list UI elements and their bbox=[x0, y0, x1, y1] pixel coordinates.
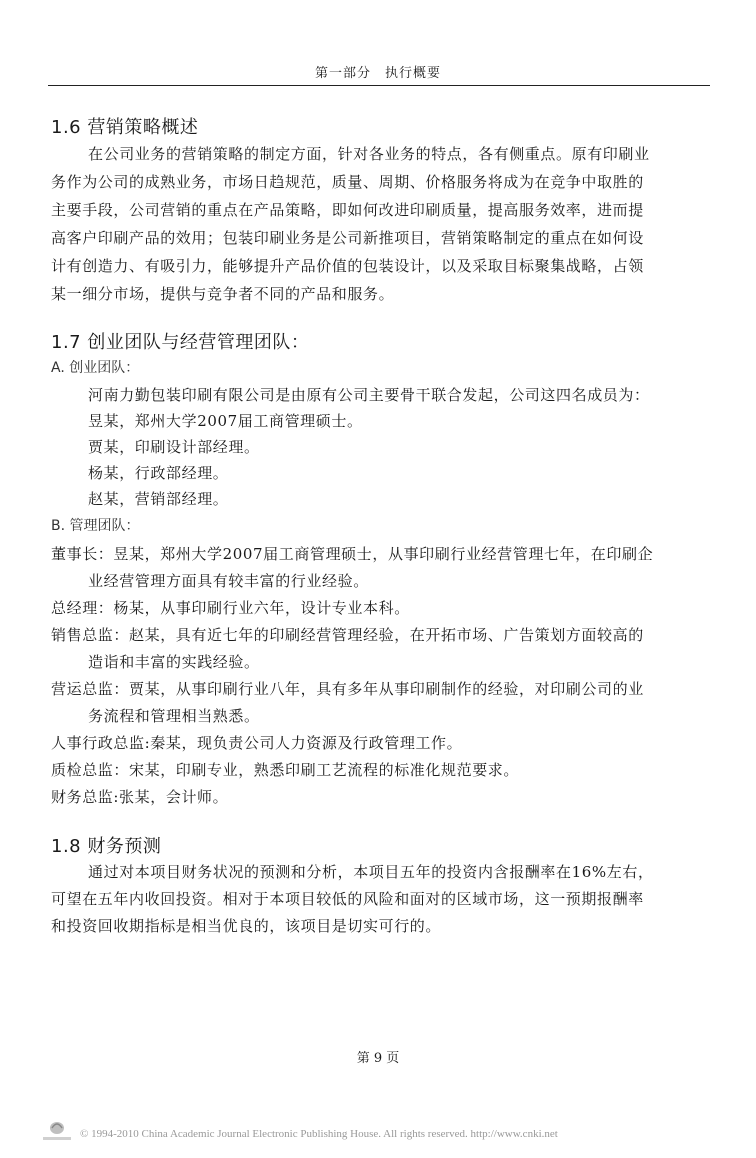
team-member: 贾某，印刷设计部经理。 bbox=[88, 438, 260, 456]
paragraph-line: 总经理：杨某，从事印刷行业六年，设计专业本科。 bbox=[51, 599, 410, 617]
paragraph-line: 财务总监:张某，会计师。 bbox=[51, 788, 229, 806]
subheading-founding-team: A. 创业团队： bbox=[51, 360, 140, 376]
paragraph-line: 计有创造力、有吸引力，能够提升产品价值的包装设计，以及采取目标聚集战略，占领 bbox=[51, 257, 644, 275]
section-heading-1-7: 1.7 创业团队与经营管理团队： bbox=[51, 332, 310, 353]
paragraph-line: 和投资回收期指标是相当优良的，该项目是切实可行的。 bbox=[51, 917, 442, 935]
page-number: 第 9 页 bbox=[356, 1051, 400, 1066]
paragraph-line: 通过对本项目财务状况的预测和分析，本项目五年的投资内含报酬率在16%左右， bbox=[88, 863, 654, 881]
team-member: 昱某，郑州大学2007届工商管理硕士。 bbox=[88, 412, 363, 430]
paragraph-line: 业经营管理方面具有较丰富的行业经验。 bbox=[88, 572, 369, 590]
paragraph-line: 人事行政总监:秦某，现负责公司人力资源及行政管理工作。 bbox=[51, 734, 463, 752]
paragraph-line: 营运总监：贾某，从事印刷行业八年，具有多年从事印刷制作的经验，对印刷公司的业 bbox=[51, 680, 644, 698]
paragraph-line: 务流程和管理相当熟悉。 bbox=[88, 707, 260, 725]
section-heading-1-8: 1.8 财务预测 bbox=[51, 836, 162, 857]
copyright-footer: © 1994-2010 China Academic Journal Electronic Publishing House. All rights reserved. http://www.cnki.net bbox=[80, 1128, 558, 1140]
paragraph-line: 董事长：昱某，郑州大学2007届工商管理硕士，从事印刷行业经营管理七年，在印刷企 bbox=[51, 545, 654, 563]
paragraph-line: 质检总监：宋某，印刷专业，熟悉印刷工艺流程的标准化规范要求。 bbox=[51, 761, 520, 779]
paragraph-line: 河南力勤包装印刷有限公司是由原有公司主要骨干联合发起，公司这四名成员为： bbox=[88, 386, 650, 404]
paragraph-line: 务作为公司的成熟业务，市场日趋规范，质量、周期、价格服务将成为在竞争中取胜的 bbox=[51, 173, 644, 191]
paragraph-line: 可望在五年内收回投资。相对于本项目较低的风险和面对的区域市场，这一预期报酬率 bbox=[51, 890, 644, 908]
header-rule bbox=[48, 85, 710, 86]
subheading-management-team: B. 管理团队： bbox=[51, 518, 140, 534]
paragraph-line: 某一细分市场，提供与竞争者不同的产品和服务。 bbox=[51, 285, 395, 303]
cnki-logo-icon bbox=[40, 1118, 74, 1144]
paragraph-line: 造诣和丰富的实践经验。 bbox=[88, 653, 260, 671]
section-heading-1-6: 1.6 营销策略概述 bbox=[51, 117, 199, 138]
team-member: 赵某，营销部经理。 bbox=[88, 490, 229, 508]
team-member: 杨某，行政部经理。 bbox=[88, 464, 229, 482]
paragraph-line: 在公司业务的营销策略的制定方面，针对各业务的特点，各有侧重点。原有印刷业 bbox=[88, 145, 650, 163]
paragraph-line: 高客户印刷产品的效用；包装印刷业务是公司新推项目，营销策略制定的重点在如何设 bbox=[51, 229, 644, 247]
paragraph-line: 主要手段，公司营销的重点在产品策略，即如何改进印刷质量，提高服务效率，进而提 bbox=[51, 201, 644, 219]
running-header: 第一部分 执行概要 bbox=[314, 66, 441, 81]
paragraph-line: 销售总监：赵某，具有近七年的印刷经营管理经验，在开拓市场、广告策划方面较高的 bbox=[51, 626, 644, 644]
